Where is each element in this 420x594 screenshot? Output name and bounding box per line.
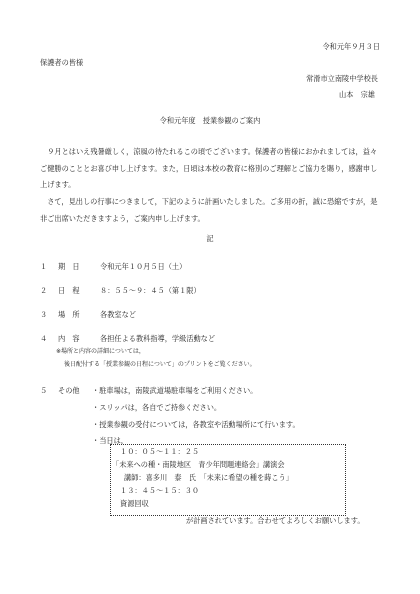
item-2-label: 日 程: [58, 286, 80, 295]
item-3-label: 場 所: [58, 310, 80, 319]
closing-line: が計画されています。合わせてよろしくお願いします。: [186, 516, 365, 525]
item-5-bullet-reception: ・授業参観の受付については，各教室や活動場所にて行います。: [92, 420, 300, 429]
page-title: 令和元年度 授業参観のご案内: [159, 116, 261, 125]
body-paragraph-2: さて，見出しの行事につきまして，下記のように計画いたしました。ご多用の折，誠に恐縮ですが，是非ご出席いただきますよう，ご案内申し上げます。: [40, 197, 378, 223]
ki-heading: 記: [206, 234, 214, 243]
item-4-note-1: ※場所と内容の詳細については，: [56, 348, 145, 355]
item-5-bullet-day: ・当日は，: [92, 436, 128, 445]
item-1-number: １: [40, 262, 48, 271]
document-date: 令和元年９月３日: [322, 42, 380, 51]
item-2-value: ８：５５～９：４５（第１限）: [100, 286, 201, 295]
item-5-number: ５: [40, 386, 48, 395]
schedule-lecturer: 講師：喜多川 泰 氏 「未来に希望の種を蒔こう」: [124, 473, 293, 482]
item-4-note-2: 後日配付する「授業参観の日程について」のプリントをご覧ください。: [64, 361, 256, 368]
schedule-time-1: １０：０５～１１：２５: [120, 447, 200, 456]
item-2-number: ２: [40, 286, 48, 295]
sender-name: 山本 宗雄: [339, 90, 375, 99]
schedule-lecture-title: 「未来への種・南陵地区 青少年問題連絡会」講演会: [112, 460, 285, 469]
item-3-value: 各教室など: [100, 310, 136, 319]
item-4-value: 各担任よる教科指導，学級活動など: [100, 334, 216, 343]
schedule-recycling: 資源回収: [120, 499, 149, 508]
item-5-bullet-parking: ・駐車場は，南陵武道場駐車場をご利用ください。: [92, 386, 258, 395]
sender-org: 常滑市立南陵中学校長: [306, 74, 378, 83]
item-1-value: 令和元年１０月５日（土）: [100, 262, 187, 271]
schedule-time-2: １３：４５～１５：３０: [120, 486, 200, 495]
item-1-label: 期 日: [58, 262, 80, 271]
item-5-bullet-slippers: ・スリッパは，各自でご持参ください。: [92, 403, 222, 412]
item-4-number: ４: [40, 334, 48, 343]
body-paragraph-1: ９月とはいえ残暑厳しく，涼風の待たれるこの頃でございます。保護者の皆様におかれましては，益々ご健勝のこととお喜び申し上げます。また，日頃は本校の教育に格別のご理解とご協力を賜り，感謝申し上げます。: [40, 147, 378, 189]
recipient: 保護者の皆様: [40, 58, 84, 67]
item-5-label: その他: [58, 386, 80, 395]
item-3-number: ３: [40, 310, 48, 319]
item-4-label: 内 容: [58, 334, 80, 343]
